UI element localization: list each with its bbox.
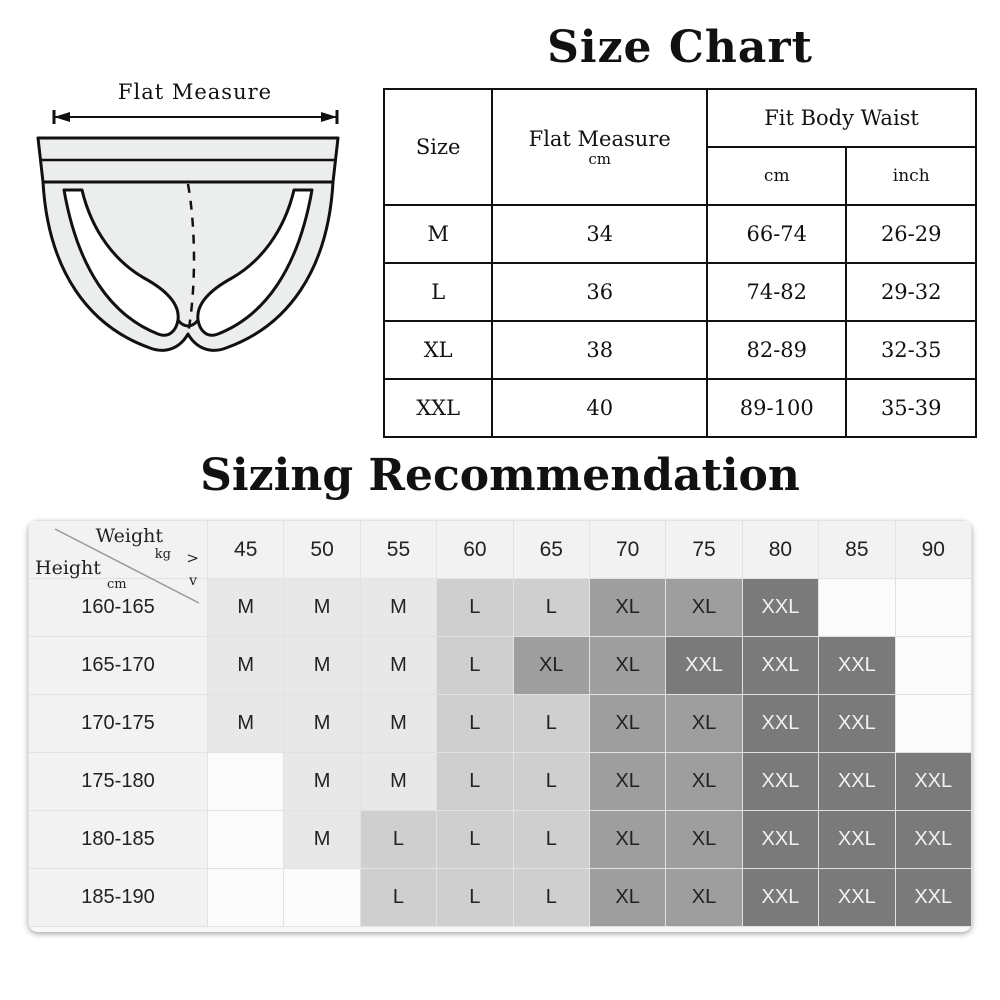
table-row: [384, 263, 976, 321]
axis-label-height: Height: [35, 557, 101, 579]
recommendation-cell: L: [513, 811, 589, 869]
recommendation-cell: L: [437, 811, 513, 869]
recommendation-cell: M: [208, 695, 284, 753]
recommendation-cell: L: [437, 869, 513, 927]
header-flat-measure: [492, 89, 707, 205]
cell-waist-cm: 82-89: [707, 321, 846, 379]
recommendation-cell: L: [513, 579, 589, 637]
height-row-header: 175-180: [29, 753, 208, 811]
weight-column-header: 80: [742, 521, 818, 579]
cell-size: L: [384, 263, 492, 321]
table-row: [384, 379, 976, 437]
recommendation-cell: XL: [513, 637, 589, 695]
cell-size: M: [384, 205, 492, 263]
recommendation-cell: XXL: [819, 811, 895, 869]
cell-size: XL: [384, 321, 492, 379]
header-waist-cm: cm: [707, 147, 846, 205]
recommendation-cell: XXL: [895, 869, 971, 927]
flat-measure-label: Flat Measure: [117, 80, 273, 104]
height-row-header: 170-175: [29, 695, 208, 753]
height-row-header: 185-190: [29, 869, 208, 927]
recommendation-cell: XL: [589, 753, 665, 811]
header-flat-measure-text: Flat Measure: [528, 126, 671, 151]
axis-unit-kg: kg: [154, 547, 171, 562]
recommendation-cell: [208, 753, 284, 811]
recommendation-cell: XXL: [742, 579, 818, 637]
axis-unit-cm: cm: [107, 577, 127, 592]
recommendation-cell: L: [513, 753, 589, 811]
recommendation-cell: XL: [589, 811, 665, 869]
recommendation-cell: XXL: [819, 695, 895, 753]
axis-arrow-down: v: [189, 573, 197, 589]
weight-column-header: 85: [819, 521, 895, 579]
cell-waist-inch: 35-39: [846, 379, 976, 437]
flat-measure-illustration-block: [20, 80, 360, 400]
recommendation-cell: XXL: [742, 753, 818, 811]
sizing-recommendation-table: [28, 520, 972, 927]
recommendation-cell: XXL: [742, 695, 818, 753]
recommendation-cell: XXL: [895, 811, 971, 869]
recommendation-cell: M: [284, 579, 360, 637]
recommendation-cell: L: [360, 811, 436, 869]
recommendation-cell: [208, 811, 284, 869]
axis-arrow-right: >: [186, 549, 199, 567]
weight-column-header: 65: [513, 521, 589, 579]
recommendation-cell: XL: [666, 869, 742, 927]
weight-column-header: 60: [437, 521, 513, 579]
recommendation-cell: [895, 637, 971, 695]
cell-waist-cm: 66-74: [707, 205, 846, 263]
recommendation-cell: [284, 869, 360, 927]
recommendation-cell: L: [513, 695, 589, 753]
sizing-recommendation-panel: [28, 520, 972, 932]
recommendation-row: [29, 637, 972, 695]
weight-column-header: 50: [284, 521, 360, 579]
recommendation-cell: [895, 695, 971, 753]
recommendation-header-row: [29, 521, 972, 579]
cell-waist-inch: 26-29: [846, 205, 976, 263]
recommendation-cell: M: [208, 579, 284, 637]
recommendation-cell: XL: [666, 753, 742, 811]
recommendation-cell: [819, 579, 895, 637]
header-waist-inch: inch: [846, 147, 976, 205]
recommendation-cell: XXL: [742, 637, 818, 695]
recommendation-cell: L: [360, 869, 436, 927]
header-fit-body-waist: Fit Body Waist: [707, 89, 976, 147]
axis-corner-cell: [29, 521, 208, 592]
axis-label-weight: Weight: [95, 525, 163, 547]
weight-column-header: 90: [895, 521, 971, 579]
cell-waist-inch: 29-32: [846, 263, 976, 321]
recommendation-row: [29, 695, 972, 753]
header-flat-measure-unit: cm: [588, 149, 612, 168]
weight-column-header: 45: [208, 521, 284, 579]
cell-waist-cm: 74-82: [707, 263, 846, 321]
table-row: [384, 321, 976, 379]
recommendation-cell: XL: [589, 637, 665, 695]
header-size: Size: [384, 89, 492, 205]
recommendation-cell: XXL: [819, 753, 895, 811]
recommendation-cell: M: [360, 637, 436, 695]
recommendation-cell: XXL: [819, 869, 895, 927]
recommendation-cell: L: [437, 695, 513, 753]
recommendation-cell: XL: [666, 579, 742, 637]
recommendation-cell: XXL: [895, 753, 971, 811]
recommendation-row: [29, 811, 972, 869]
page-title-size-chart: Size Chart: [547, 22, 813, 73]
cell-size: XXL: [384, 379, 492, 437]
briefs-outline-illustration: [20, 120, 360, 380]
recommendation-cell: XL: [666, 695, 742, 753]
recommendation-row: [29, 869, 972, 927]
recommendation-cell: M: [360, 579, 436, 637]
recommendation-cell: M: [360, 695, 436, 753]
weight-column-header: 70: [589, 521, 665, 579]
recommendation-cell: [895, 579, 971, 637]
size-chart-table: [383, 88, 977, 438]
recommendation-cell: XXL: [742, 869, 818, 927]
recommendation-cell: XXL: [819, 637, 895, 695]
cell-flat: 36: [492, 263, 707, 321]
recommendation-cell: XL: [666, 811, 742, 869]
cell-waist-cm: 89-100: [707, 379, 846, 437]
recommendation-cell: L: [437, 579, 513, 637]
recommendation-cell: M: [360, 753, 436, 811]
table-row: [384, 205, 976, 263]
recommendation-cell: M: [208, 637, 284, 695]
recommendation-cell: L: [513, 869, 589, 927]
height-row-header: 160-165: [29, 579, 208, 637]
height-row-header: 180-185: [29, 811, 208, 869]
height-row-header: 165-170: [29, 637, 208, 695]
page-title-sizing-recommendation: Sizing Recommendation: [200, 450, 800, 501]
cell-flat: 34: [492, 205, 707, 263]
recommendation-cell: XXL: [666, 637, 742, 695]
recommendation-cell: M: [284, 695, 360, 753]
cell-waist-inch: 32-35: [846, 321, 976, 379]
recommendation-cell: XXL: [742, 811, 818, 869]
weight-column-header: 55: [360, 521, 436, 579]
cell-flat: 40: [492, 379, 707, 437]
recommendation-cell: [208, 869, 284, 927]
cell-flat: 38: [492, 321, 707, 379]
recommendation-cell: L: [437, 753, 513, 811]
recommendation-cell: M: [284, 637, 360, 695]
recommendation-cell: XL: [589, 695, 665, 753]
top-section: [0, 0, 1000, 430]
table-header-row: [384, 89, 976, 147]
recommendation-cell: M: [284, 753, 360, 811]
recommendation-cell: L: [437, 637, 513, 695]
recommendation-cell: XL: [589, 579, 665, 637]
weight-column-header: 75: [666, 521, 742, 579]
recommendation-row: [29, 753, 972, 811]
recommendation-cell: XL: [589, 869, 665, 927]
recommendation-cell: M: [284, 811, 360, 869]
